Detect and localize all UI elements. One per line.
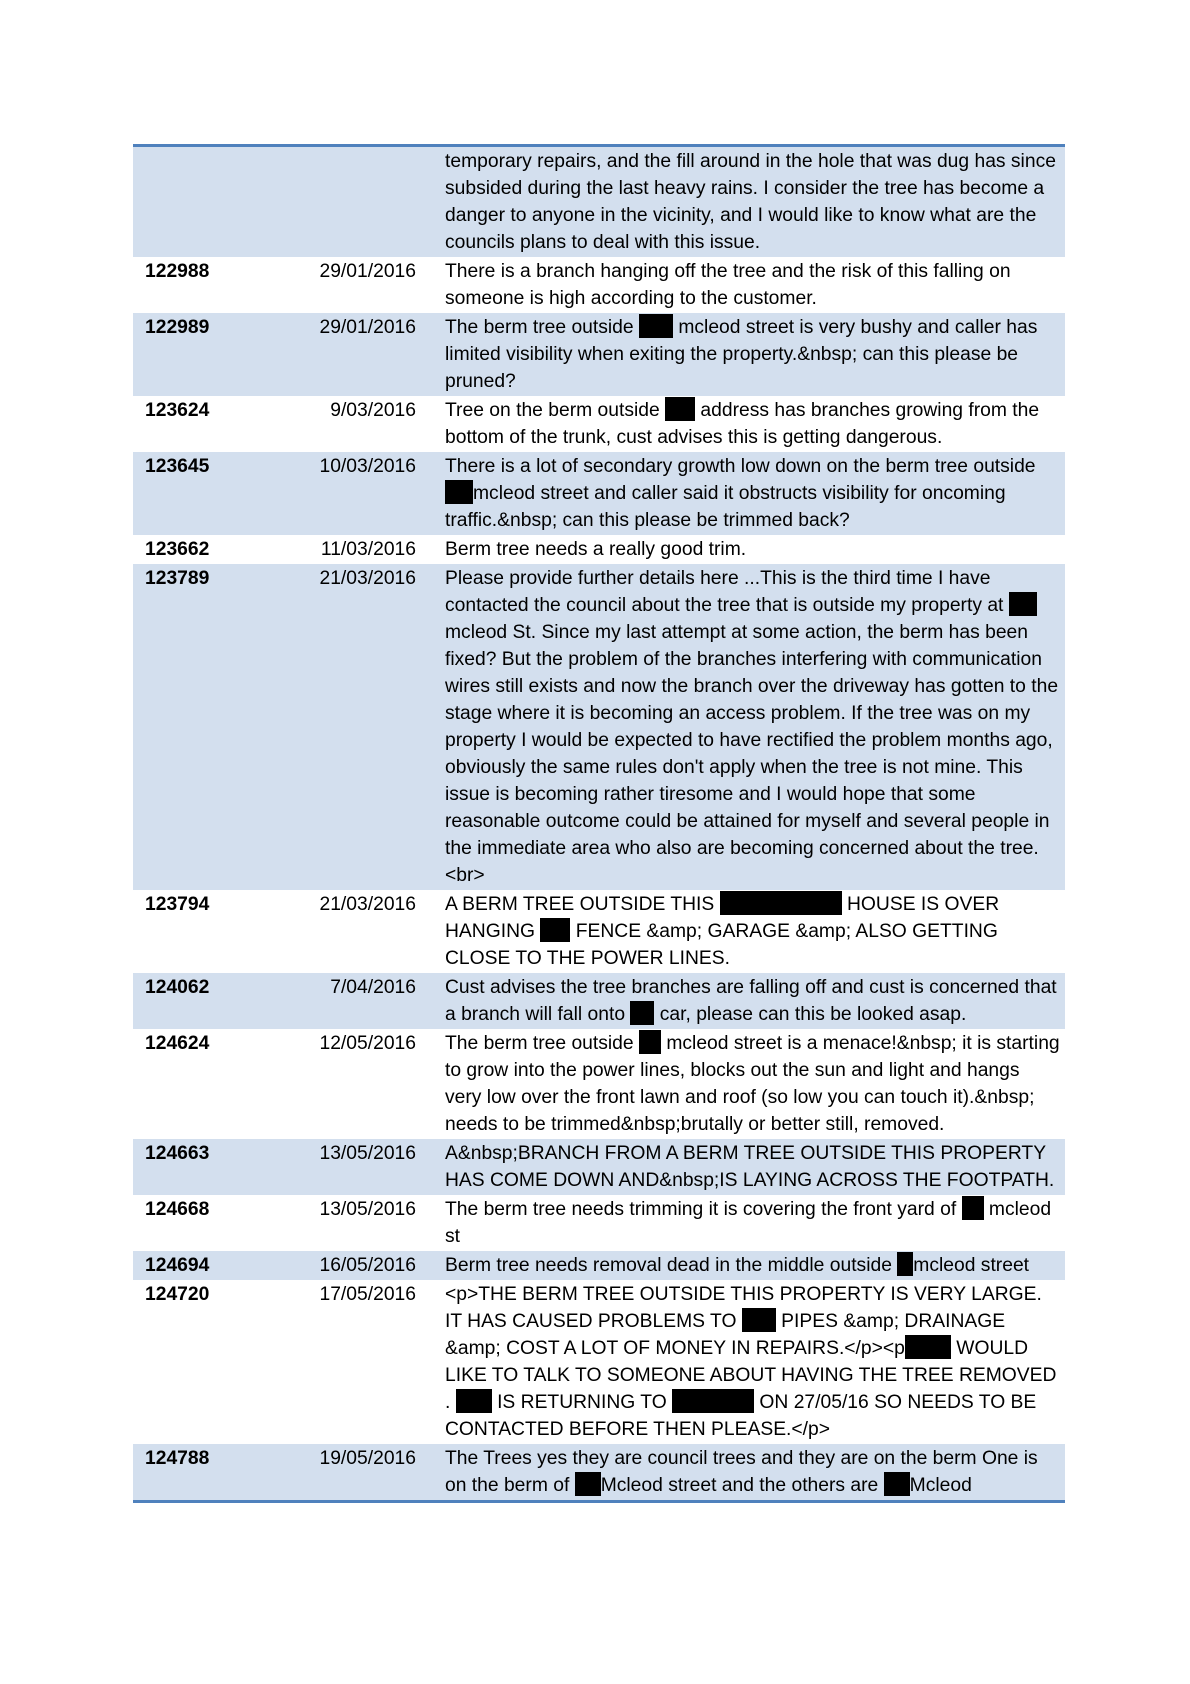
table-row <box>133 146 1065 258</box>
request-date-cell <box>296 973 431 1029</box>
request-date-cell <box>296 535 431 564</box>
description-text: The berm tree needs trimming it is covering the front yard of <box>445 1199 962 1220</box>
table-row <box>133 452 1065 535</box>
description-text: The Trees yes they are council trees and they are on the berm One is on the berm of <box>445 1448 1038 1496</box>
request-id-cell: 123645 <box>133 452 296 535</box>
request-date: 21/03/2016 <box>319 568 416 589</box>
request-id-cell: 124663 <box>133 1139 296 1195</box>
table-row <box>133 1251 1065 1280</box>
table-row <box>133 564 1065 890</box>
description-text: A&nbsp;BRANCH FROM A BERM TREE OUTSIDE THIS PROPERTY HAS COME DOWN AND&nbsp;IS LAYING ACROSS THE FOOTPATH. <box>445 1143 1055 1191</box>
request-date-cell <box>296 257 431 313</box>
request-description-cell <box>431 1280 1065 1444</box>
table-row <box>133 396 1065 452</box>
request-description-cell <box>431 1444 1065 1502</box>
request-date: 19/05/2016 <box>319 1448 416 1469</box>
request-id-cell: 122988 <box>145 261 210 282</box>
description-text: ON 27/05/16 SO NEEDS TO BE CONTACTED BEFORE THEN PLEASE.</p> <box>445 1392 1037 1440</box>
description-text: Tree on the berm outside <box>445 400 666 421</box>
redaction-block <box>445 480 473 504</box>
redaction-block <box>897 1252 913 1276</box>
description-text: Berm tree needs a really good trim. <box>445 539 747 560</box>
request-date: 13/05/2016 <box>319 1143 416 1164</box>
request-date: 13/05/2016 <box>319 1199 416 1220</box>
request-date-cell <box>296 313 431 396</box>
request-id-cell: 123624 <box>145 400 210 421</box>
description-text: FENCE &amp; GARAGE &amp; ALSO GETTING CLOSE TO THE POWER LINES. <box>445 921 998 969</box>
redaction-block <box>665 397 695 421</box>
request-description-cell <box>431 1139 1065 1195</box>
description-text: car, please can this be looked asap. <box>654 1004 967 1025</box>
description-text: Berm tree needs removal dead in the middle outside <box>445 1255 898 1276</box>
redaction-block <box>905 1335 951 1359</box>
request-date-cell <box>296 1029 431 1139</box>
table-row <box>133 1280 1065 1444</box>
description-text: A BERM TREE OUTSIDE THIS <box>445 894 720 915</box>
request-date: 29/01/2016 <box>319 317 416 338</box>
table-row <box>133 1444 1065 1502</box>
request-description-cell <box>431 890 1065 973</box>
description-text: There is a lot of secondary growth low down on the berm tree outside <box>445 456 1036 477</box>
request-description-cell <box>431 973 1065 1029</box>
request-date: 7/04/2016 <box>330 977 416 998</box>
description-text: address has branches growing from the bottom of the trunk, cust advises this is getting dangerous. <box>445 400 1040 448</box>
description-text: HOUSE IS OVER HANGING <box>445 894 1000 942</box>
table-row <box>133 1139 1065 1195</box>
redaction-block <box>742 1308 776 1332</box>
request-id-cell: 124720 <box>145 1284 210 1305</box>
table-row <box>133 1195 1065 1251</box>
request-id-cell: 124624 <box>145 1033 210 1054</box>
request-description-cell <box>431 1251 1065 1280</box>
request-id-cell: 123789 <box>133 564 296 890</box>
description-text: Please provide further details here ...This is the third time I have contacted the council about the tree that is outside my property at <box>445 568 1009 616</box>
request-id-cell: 123662 <box>145 539 210 560</box>
request-date-cell <box>296 1139 431 1195</box>
description-text: mcleod street is a menace!&nbsp; it is starting to grow into the power lines, blocks out the sun and light and hangs very low over the front lawn and roof (so low you can touch it).&nbsp; needs to be trimmed&nbsp;brutally or better still, removed. <box>445 1033 1060 1135</box>
description-text: WOULD LIKE TO TALK TO SOMEONE ABOUT HAVING THE TREE REMOVED . <box>445 1338 1057 1413</box>
table-row <box>133 973 1065 1029</box>
description-text: PIPES &amp; DRAINAGE &amp; COST A LOT OF MONEY IN REPAIRS.</p><p <box>445 1311 1006 1359</box>
description-text: There is a branch hanging off the tree and the risk of this falling on someone is high according to the customer. <box>445 261 1011 309</box>
request-description-cell <box>431 564 1065 890</box>
request-date-cell <box>296 1251 431 1280</box>
description-text: mcleod street is very bushy and caller has limited visibility when exiting the property.&nbsp; can this please be pruned? <box>445 317 1038 392</box>
redaction-block <box>720 891 842 915</box>
description-text: mcleod street and caller said it obstructs visibility for oncoming traffic.&nbsp; can this please be trimmed back? <box>445 483 1006 531</box>
request-description-cell <box>431 1195 1065 1251</box>
redaction-block <box>639 1030 661 1054</box>
description-text: mcleod st <box>445 1199 1052 1247</box>
request-description-cell <box>431 396 1065 452</box>
request-description-cell <box>431 535 1065 564</box>
request-description-cell <box>431 146 1065 258</box>
description-text: Mcleod <box>909 1475 972 1496</box>
redaction-block <box>575 1472 601 1496</box>
description-text: IS RETURNING TO <box>491 1392 673 1413</box>
request-date-cell <box>296 146 431 258</box>
request-id-cell: 123794 <box>145 894 210 915</box>
table-row <box>133 313 1065 396</box>
description-text: mcleod street <box>913 1255 1030 1276</box>
request-date-cell <box>296 396 431 452</box>
redaction-block <box>962 1196 984 1220</box>
request-id-cell <box>133 146 296 258</box>
description-text: The berm tree outside <box>445 317 639 338</box>
description-text: temporary repairs, and the fill around in the hole that was dug has since subsided during the last heavy rains. I consider the tree has become a danger to anyone in the vicinity, and I would like to know what are the councils plans to deal with this issue. <box>445 151 1056 253</box>
redaction-block <box>884 1472 910 1496</box>
request-id-cell: 124062 <box>133 973 296 1029</box>
request-date: 17/05/2016 <box>319 1284 416 1305</box>
request-date: 16/05/2016 <box>319 1255 416 1276</box>
request-id-cell: 124668 <box>145 1199 210 1220</box>
request-date-cell <box>296 1280 431 1444</box>
redaction-block <box>456 1389 492 1413</box>
redaction-block <box>540 918 570 942</box>
request-description-cell <box>431 257 1065 313</box>
description-text: mcleod St. Since my last attempt at some action, the berm has been fixed? But the problem of the branches interfering with communication wires still exists and now the branch over the driveway has gotten to the stage where it is becoming an access problem. If the tree was on my property I would be expected to have rectified the problem months ago, obviously the same rules don't apply when the tree is not mine. This issue is becoming rather tiresome and I would hope that some reasonable outcome could be attained for myself and several people in the immediate area who also are becoming concerned about the tree. <br> <box>445 622 1059 886</box>
request-date-cell <box>296 1195 431 1251</box>
description-text: The berm tree outside <box>445 1033 639 1054</box>
description-text: Cust advises the tree branches are falling off and cust is concerned that a branch will fall onto <box>445 977 1057 1025</box>
request-date: 21/03/2016 <box>319 894 416 915</box>
redaction-block <box>639 314 673 338</box>
request-id-cell: 124788 <box>133 1444 296 1502</box>
redaction-block <box>630 1001 654 1025</box>
request-id-cell: 124694 <box>133 1251 296 1280</box>
request-date: 11/03/2016 <box>320 539 416 560</box>
table-row <box>133 535 1065 564</box>
request-description-cell <box>431 452 1065 535</box>
request-id-cell: 122989 <box>133 313 296 396</box>
table-row <box>133 1029 1065 1139</box>
request-description-cell <box>431 1029 1065 1139</box>
request-date: 29/01/2016 <box>319 261 416 282</box>
request-date-cell <box>296 1444 431 1502</box>
description-text: <p>THE BERM TREE OUTSIDE THIS PROPERTY IS VERY LARGE. IT HAS CAUSED PROBLEMS TO <box>445 1284 1042 1332</box>
request-description-cell <box>431 313 1065 396</box>
table-row <box>133 257 1065 313</box>
request-date-cell <box>296 564 431 890</box>
table-row <box>133 890 1065 973</box>
table-body <box>133 146 1065 1502</box>
request-date: 12/05/2016 <box>319 1033 416 1054</box>
service-request-table <box>133 144 1065 1503</box>
redaction-block <box>1009 592 1037 616</box>
request-date: 9/03/2016 <box>330 400 416 421</box>
redaction-block <box>672 1389 754 1413</box>
description-text: Mcleod street and the others are <box>600 1475 884 1496</box>
request-date: 10/03/2016 <box>319 456 416 477</box>
request-date-cell <box>296 890 431 973</box>
request-date-cell <box>296 452 431 535</box>
